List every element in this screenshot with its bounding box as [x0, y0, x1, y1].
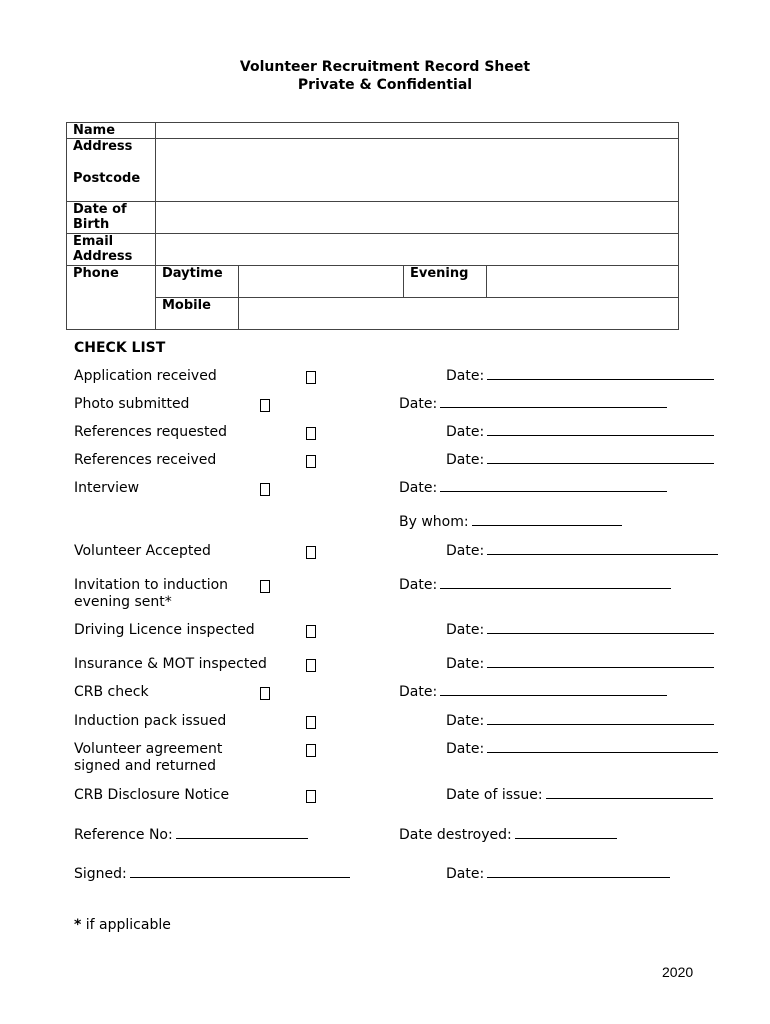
email-label-line1: Email [73, 234, 114, 249]
reference-no-line[interactable] [176, 837, 308, 839]
date-label: Date: [399, 480, 438, 496]
dob-label-line1: Date of [73, 202, 127, 217]
footnote [74, 917, 171, 933]
refs-received-date-line[interactable] [487, 462, 714, 464]
footnote-text: if applicable [81, 917, 171, 933]
item-accepted-label: Volunteer Accepted [74, 543, 211, 559]
item-agreement-label-line1: Volunteer agreement [74, 741, 223, 757]
signed-date [446, 866, 670, 882]
date-label: Date: [399, 577, 438, 593]
invitation-date [399, 577, 671, 593]
footnote-star: * [74, 917, 82, 933]
photo-checkbox[interactable] [260, 399, 270, 412]
interview-date-line[interactable] [440, 490, 667, 492]
driving-date [446, 622, 714, 638]
application-date-line[interactable] [487, 378, 714, 380]
invitation-date-line[interactable] [440, 587, 671, 589]
date-label: Date: [446, 543, 485, 559]
date-destroyed-label: Date destroyed: [399, 827, 512, 843]
disclosure-issue-date [446, 787, 713, 803]
refs-received-date [446, 452, 714, 468]
address-field[interactable] [156, 139, 679, 202]
daytime-field[interactable] [239, 266, 404, 298]
evening-field[interactable] [487, 266, 679, 298]
mobile-label: Mobile [156, 298, 239, 330]
induction-pack-checkbox[interactable] [306, 716, 316, 729]
email-label [67, 234, 156, 266]
email-field[interactable] [156, 234, 679, 266]
name-label: Name [67, 123, 156, 139]
photo-date [399, 396, 667, 412]
item-invitation-label-line2: evening sent* [74, 594, 172, 610]
induction-pack-date [446, 713, 714, 729]
dob-label-line2: Birth [73, 217, 110, 232]
disclosure-checkbox[interactable] [306, 790, 316, 803]
date-label: Date: [446, 368, 485, 384]
postcode-label: Postcode [73, 171, 141, 186]
by-whom-line[interactable] [472, 524, 622, 526]
induction-pack-date-line[interactable] [487, 723, 714, 725]
item-induction-pack-label: Induction pack issued [74, 713, 227, 729]
dob-field[interactable] [156, 202, 679, 234]
insurance-date [446, 656, 714, 672]
address-label [67, 139, 156, 202]
evening-label: Evening [404, 266, 487, 298]
date-destroyed-line[interactable] [515, 837, 617, 839]
date-label: Date: [446, 741, 485, 757]
crb-date [399, 684, 667, 700]
reference-no [74, 827, 308, 843]
mobile-field[interactable] [239, 298, 679, 330]
crb-checkbox[interactable] [260, 687, 270, 700]
date-label: Date: [446, 452, 485, 468]
accepted-date-line[interactable] [487, 553, 718, 555]
item-refs-received-label: References received [74, 452, 217, 468]
dob-label [67, 202, 156, 234]
personal-details-table [66, 122, 679, 330]
agreement-date [446, 741, 718, 757]
signed-date-line[interactable] [487, 876, 670, 878]
photo-date-line[interactable] [440, 406, 667, 408]
address-label-text: Address [73, 139, 133, 154]
page-title: Volunteer Recruitment Record Sheet [239, 59, 531, 75]
accepted-date [446, 543, 718, 559]
refs-requested-checkbox[interactable] [306, 427, 316, 440]
signed-line[interactable] [130, 876, 350, 878]
accepted-checkbox[interactable] [306, 546, 316, 559]
by-whom [399, 514, 622, 530]
date-label: Date: [446, 713, 485, 729]
date-label: Date: [399, 396, 438, 412]
refs-received-checkbox[interactable] [306, 455, 316, 468]
phone-label: Phone [67, 266, 156, 330]
date-of-issue-label: Date of issue: [446, 787, 543, 803]
driving-date-line[interactable] [487, 632, 714, 634]
date-label: Date: [446, 424, 485, 440]
date-of-issue-line[interactable] [546, 797, 713, 799]
date-label: Date: [446, 622, 485, 638]
by-whom-label: By whom: [399, 514, 469, 530]
email-label-line2: Address [73, 249, 133, 264]
application-date [446, 368, 714, 384]
signed-label: Signed: [74, 866, 127, 882]
agreement-date-line[interactable] [487, 751, 718, 753]
name-field[interactable] [156, 123, 679, 139]
daytime-label: Daytime [156, 266, 239, 298]
item-driving-label: Driving Licence inspected [74, 622, 255, 638]
refs-requested-date-line[interactable] [487, 434, 714, 436]
item-crb-label: CRB check [74, 684, 149, 700]
interview-date [399, 480, 667, 496]
item-agreement-label-line2: signed and returned [74, 758, 216, 774]
crb-date-line[interactable] [440, 694, 667, 696]
item-application-label: Application received [74, 368, 217, 384]
page-subtitle: Private & Confidential [297, 77, 473, 93]
application-checkbox[interactable] [306, 371, 316, 384]
item-disclosure-label: CRB Disclosure Notice [74, 787, 230, 803]
item-invitation-label-line1: Invitation to induction [74, 577, 229, 593]
date-label: Date: [446, 656, 485, 672]
date-label: Date: [446, 866, 485, 882]
refs-requested-date [446, 424, 714, 440]
invitation-checkbox[interactable] [260, 580, 270, 593]
date-label: Date: [399, 684, 438, 700]
date-destroyed [399, 827, 617, 843]
checklist-heading: CHECK LIST [74, 340, 166, 356]
agreement-checkbox[interactable] [306, 744, 316, 757]
insurance-date-line[interactable] [487, 666, 714, 668]
signed [74, 866, 350, 882]
item-insurance-label: Insurance & MOT inspected [74, 656, 267, 672]
interview-checkbox[interactable] [260, 483, 270, 496]
reference-no-label: Reference No: [74, 827, 173, 843]
item-refs-requested-label: References requested [74, 424, 227, 440]
item-photo-label: Photo submitted [74, 396, 190, 412]
driving-checkbox[interactable] [306, 625, 316, 638]
insurance-checkbox[interactable] [306, 659, 316, 672]
year-label: 2020 [662, 964, 694, 980]
item-interview-label: Interview [74, 480, 140, 496]
